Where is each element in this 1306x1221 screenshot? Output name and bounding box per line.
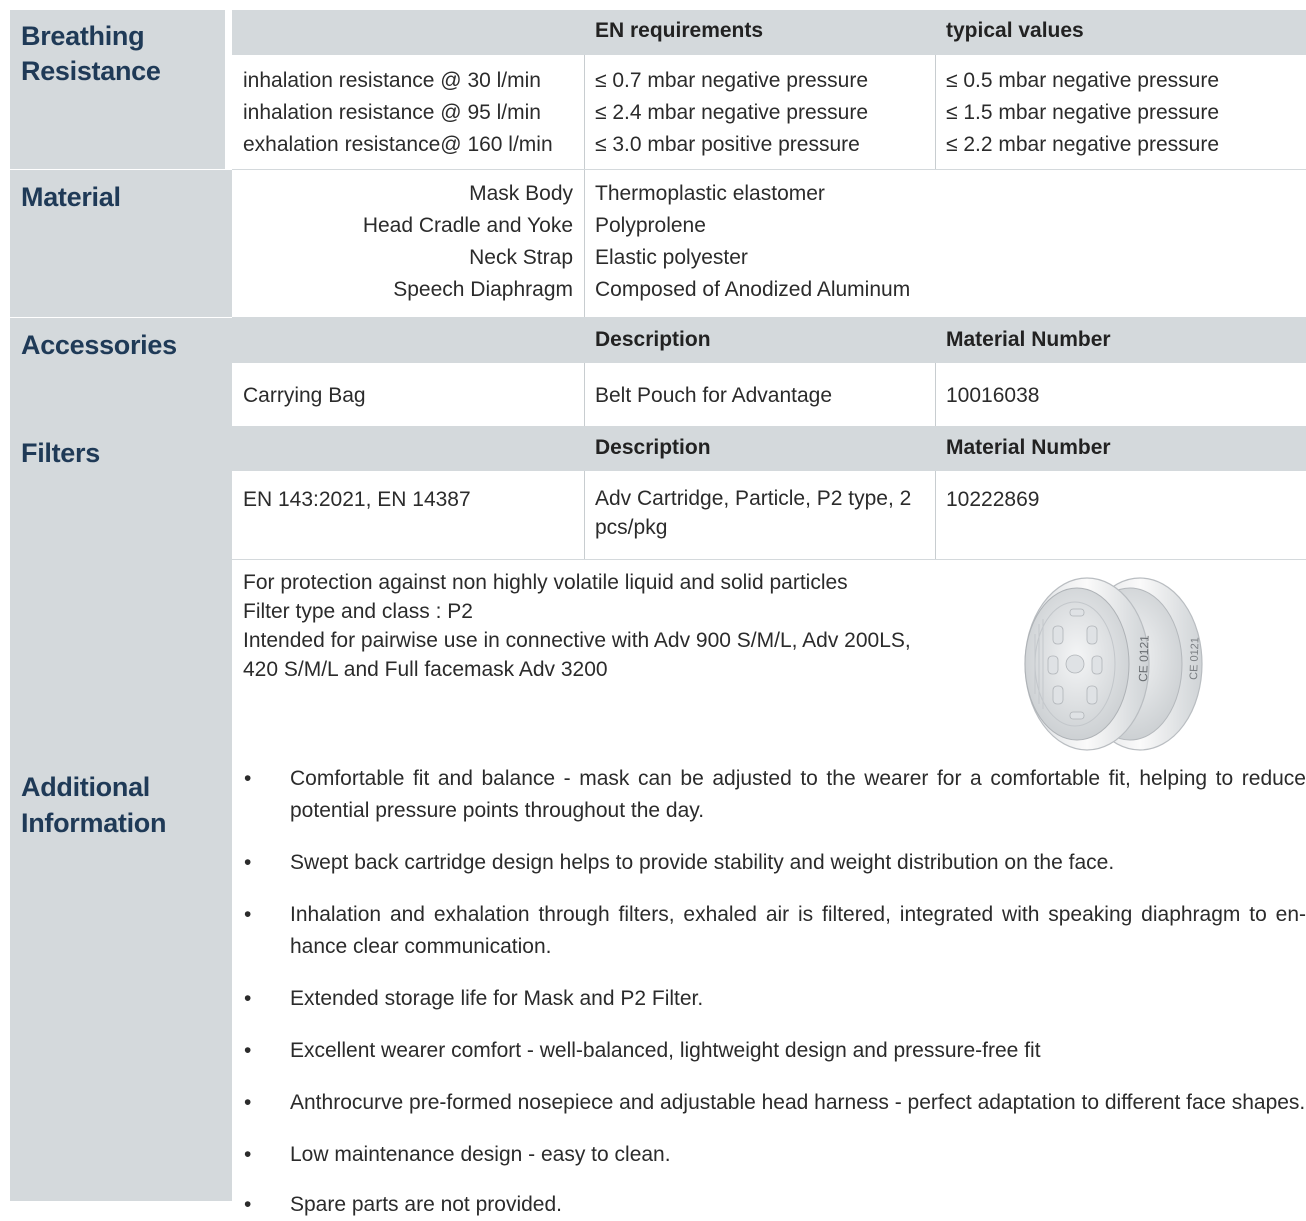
filter-item: EN 143:2021, EN 14387 — [243, 488, 471, 511]
bullet: • — [244, 767, 252, 790]
filter-cartridge-image — [1015, 564, 1225, 759]
material-value: Composed of Anodized Aluminum — [595, 278, 911, 301]
filters-section — [10, 426, 1306, 751]
filter-note: 420 S/M/L and Full facemask Adv 3200 — [243, 658, 608, 681]
list-item-text: Comfortable fit and balance - mask can be adjusted to the wearer for a comfortable fit, helping to reduce potential pressure points throughout the day. — [290, 767, 1306, 822]
bullet: • — [244, 1193, 252, 1216]
filter-note: Intended for pairwise use in connective with Adv 900 S/M/L, Adv 200LS, — [243, 629, 911, 652]
accessory-item: Carrying Bag — [243, 384, 366, 407]
typical-values-header: typical values — [946, 19, 1084, 42]
breathing-header-band — [232, 10, 1306, 55]
material-value: Thermoplastic elastomer — [595, 182, 825, 205]
filters-number-header: Material Number — [946, 436, 1111, 459]
list-item-text: Swept back cartridge design helps to provide stability and weight distribution on the face. — [290, 851, 1115, 874]
breathing-label: inhalation resistance @ 30 l/min — [243, 69, 541, 92]
divider — [935, 471, 936, 560]
filter-note: For protection against non highly volatile liquid and solid particles — [243, 571, 848, 594]
bullet: • — [244, 1143, 252, 1166]
material-part: Head Cradle and Yoke — [362, 214, 573, 237]
filters-title: Filters — [10, 426, 232, 751]
bullet: • — [244, 903, 252, 926]
breathing-section — [10, 10, 1306, 169]
list-item-text: Excellent wearer comfort - well-balanced, lightweight design and pressure-free fit — [290, 1039, 1041, 1062]
material-part: Mask Body — [469, 182, 573, 205]
bullet: • — [244, 987, 252, 1010]
list-item-text: Low maintenance design - easy to clean. — [290, 1143, 671, 1166]
bullet: • — [244, 1091, 252, 1114]
material-part: Neck Strap — [469, 246, 573, 269]
material-part: Speech Diaphragm — [393, 278, 573, 301]
en-value: ≤ 0.7 mbar negative pressure — [595, 69, 868, 92]
material-value: Polyprolene — [595, 214, 706, 237]
filters-description-header: Description — [595, 436, 711, 459]
accessories-title: Accessories — [10, 318, 232, 426]
accessory-description: Belt Pouch for Advantage — [595, 384, 832, 407]
list-item-text: Inhalation and exhalation through filters, exhaled air is filtered, integrated with speaking diaphragm to en-hance clear communication. — [290, 903, 1306, 958]
ce-marking: CE 0121 — [1136, 634, 1152, 683]
accessories-header-band — [232, 318, 1306, 363]
spec-sheet — [10, 10, 1306, 1216]
en-requirements-header: EN requirements — [595, 19, 764, 42]
material-section — [10, 170, 1306, 317]
filter-note: Filter type and class : P2 — [243, 600, 473, 623]
accessory-number: 10016038 — [946, 384, 1040, 407]
bullet: • — [244, 851, 252, 874]
breathing-title: Breathing Resistance — [10, 10, 225, 169]
breathing-label: exhalation resistance@ 160 l/min — [243, 133, 553, 156]
filter-number: 10222869 — [946, 488, 1040, 511]
bullet: • — [244, 1039, 252, 1062]
list-item-text: Spare parts are not provided. — [290, 1193, 562, 1216]
typical-value: ≤ 2.2 mbar negative pressure — [946, 133, 1219, 156]
typical-value: ≤ 0.5 mbar negative pressure — [946, 69, 1219, 92]
breathing-label: inhalation resistance @ 95 l/min — [243, 101, 541, 124]
divider — [584, 471, 585, 560]
ce-marking: CE 0121 — [1188, 636, 1202, 681]
divider — [935, 363, 936, 426]
filter-description: Adv Cartridge, Particle, P2 type, 2 pcs/pkg — [595, 487, 912, 539]
material-title: Material — [10, 170, 232, 317]
divider — [584, 170, 585, 317]
en-value: ≤ 2.4 mbar negative pressure — [595, 101, 868, 124]
list-item — [232, 763, 1306, 827]
divider — [584, 363, 585, 426]
en-value: ≤ 3.0 mbar positive pressure — [595, 133, 860, 156]
list-item-text: Extended storage life for Mask and P2 Filter. — [290, 987, 704, 1010]
accessories-section — [10, 318, 1306, 426]
accessories-description-header: Description — [595, 328, 711, 351]
divider — [584, 55, 585, 169]
material-value: Elastic polyester — [595, 246, 748, 269]
divider — [935, 55, 936, 169]
list-item-text: Anthrocurve pre-formed nosepiece and adjustable head harness - perfect adaptation to different face shapes. — [290, 1091, 1306, 1114]
additional-section — [10, 751, 1306, 1216]
typical-value: ≤ 1.5 mbar negative pressure — [946, 101, 1219, 124]
additional-title: Additional Information — [10, 751, 232, 1201]
filters-header-band — [232, 426, 1306, 471]
row-separator — [232, 559, 1306, 560]
accessories-number-header: Material Number — [946, 328, 1111, 351]
